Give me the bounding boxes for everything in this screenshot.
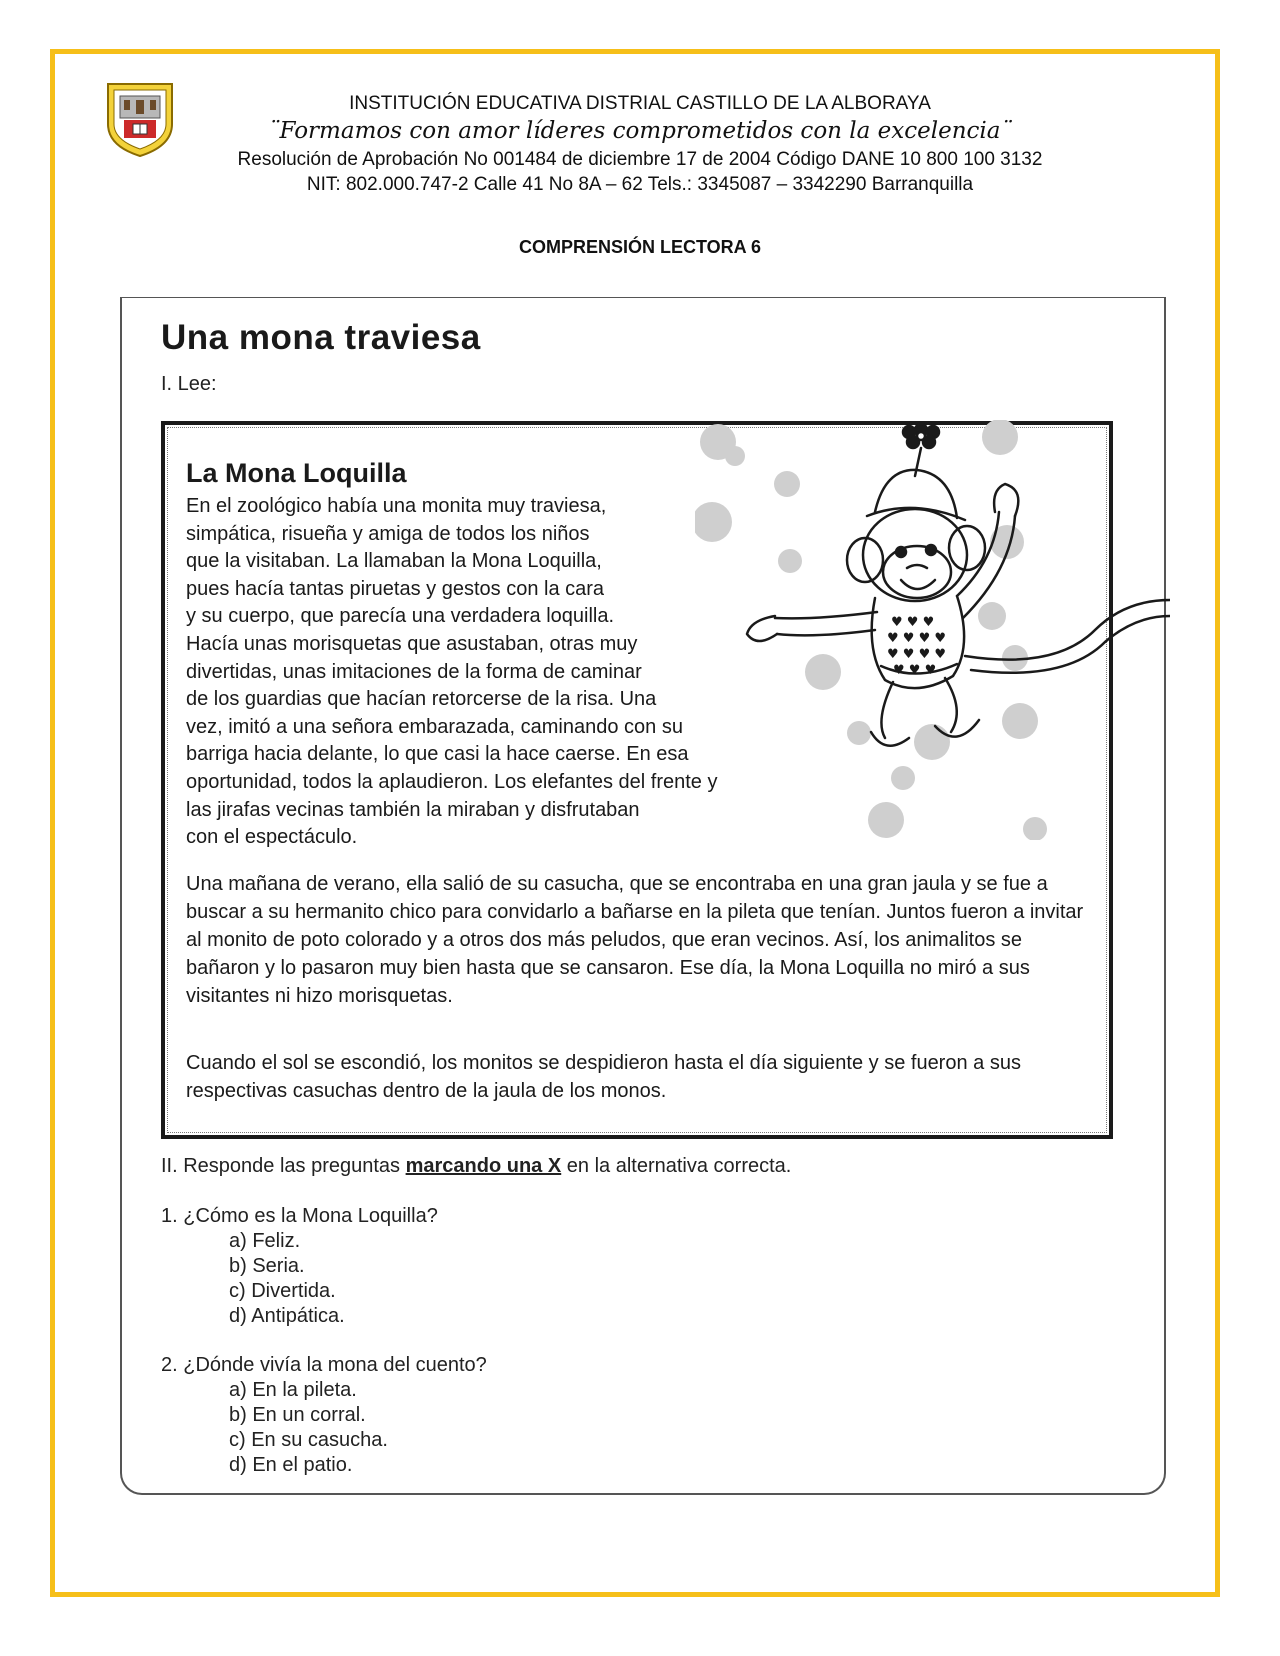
answer-option[interactable]: b) Seria. xyxy=(229,1255,305,1277)
school-motto: ¨Formamos con amor líderes comprometidos con la excelencia¨ xyxy=(268,118,1012,144)
story-line: de los guardias que hacían retorcerse de la risa. Una xyxy=(186,688,657,711)
read-instruction: I. Lee: xyxy=(161,373,217,395)
story-line: y su cuerpo, que parecía una verdadera loquilla. xyxy=(186,605,615,628)
worksheet-title: COMPRENSIÓN LECTORA 6 xyxy=(518,237,762,257)
story-line: En el zoológico había una monita muy traviesa, xyxy=(186,495,607,517)
story-line: las jirafas vecinas también la miraban y disfrutaban xyxy=(186,798,640,821)
story-paragraph-2: Una mañana de verano, ella salió de su casucha, que se encontraba en una gran jaula y se fue a buscar a su hermanito chico para convidarlo a bañarse en la pileta que tenían. Juntos fueron a invitar al monito de poto colorado y a otros dos más peludos, que eran vecinos. Así, los animalitos se bañaron y lo pasaron muy bien hasta que se cansaron. Ese día, la Mona Loquilla no miró a sus visitantes ni hizo morisquetas. xyxy=(186,873,1084,1007)
answer-option[interactable]: a) Feliz. xyxy=(229,1230,301,1252)
story-line: Hacía unas morisquetas que asustaban, otras muy xyxy=(186,632,638,655)
question-text: 1. ¿Cómo es la Mona Loquilla? xyxy=(161,1205,438,1227)
question-2 xyxy=(161,1352,487,1478)
svg-text:♥ ♥ ♥ ♥: ♥ ♥ ♥ ♥ xyxy=(887,647,947,662)
questions-instruction xyxy=(161,1155,791,1178)
question-text: 2. ¿Dónde vivía la mona del cuento? xyxy=(161,1354,487,1376)
answer-option[interactable]: d) Antipática. xyxy=(229,1305,345,1327)
svg-text:♥ ♥ ♥: ♥ ♥ ♥ xyxy=(893,663,937,678)
story-line: que la visitaban. La llamaban la Mona Loquilla, xyxy=(186,550,602,573)
institution-name: INSTITUCIÓN EDUCATIVA DISTRIAL CASTILLO DE LA ALBORAYA xyxy=(349,93,931,114)
story-line: oportunidad, todos la aplaudieron. Los elefantes del frente y xyxy=(186,770,718,793)
answer-option[interactable]: c) En su casucha. xyxy=(229,1429,388,1451)
story-line: pues hacía tantas piruetas y gestos con la cara xyxy=(186,577,605,600)
answer-option[interactable]: a) En la pileta. xyxy=(229,1379,357,1401)
svg-text:♥ ♥ ♥: ♥ ♥ ♥ xyxy=(891,615,935,630)
nit-address-line: NIT: 802.000.747-2 Calle 41 No 8A – 62 Tels.: 3345087 – 3342290 Barranquilla xyxy=(306,174,974,195)
svg-text:♥ ♥ ♥ ♥: ♥ ♥ ♥ ♥ xyxy=(887,631,947,646)
answer-option[interactable]: b) En un corral. xyxy=(229,1404,366,1426)
questions-instruction-emphasis: marcando una X xyxy=(405,1155,562,1177)
story-line: vez, imitó a una señora embarazada, caminando con su xyxy=(186,715,683,738)
questions-instruction-end: en la alternativa correcta. xyxy=(561,1155,792,1177)
questions-instruction-start: II. Responde las preguntas xyxy=(161,1155,406,1177)
answer-option[interactable]: d) En el patio. xyxy=(229,1454,353,1476)
story-line: barriga hacia delante, lo que casi la hace caerse. En esa xyxy=(186,743,689,766)
main-title: Una mona traviesa xyxy=(161,318,481,357)
question-1 xyxy=(161,1203,438,1329)
resolution-line: Resolución de Aprobación No 001484 de diciembre 17 de 2004 Código DANE 10 800 100 3132 xyxy=(237,149,1043,170)
story-paragraph-1 xyxy=(186,493,846,852)
story-paragraph-3: Cuando el sol se escondió, los monitos se despidieron hasta el día siguiente y se fueron a sus respectivas casuchas dentro de la jaula de los monos. xyxy=(186,1052,1021,1102)
story-line: con el espectáculo. xyxy=(186,826,358,849)
answer-option[interactable]: c) Divertida. xyxy=(229,1280,336,1302)
school-header xyxy=(150,92,1130,197)
story-line: divertidas, unas imitaciones de la forma de caminar xyxy=(186,660,642,683)
story-line: simpática, risueña y amiga de todos los niños xyxy=(186,522,590,545)
story-title: La Mona Loquilla xyxy=(186,458,407,488)
